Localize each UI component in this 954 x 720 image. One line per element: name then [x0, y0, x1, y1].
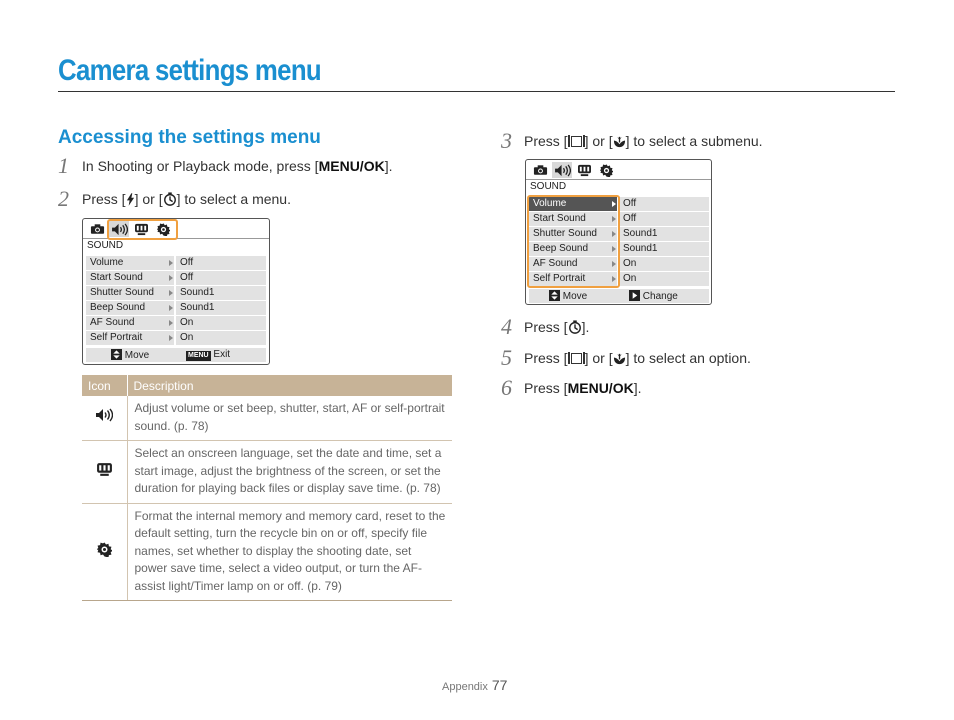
display-icon: [96, 462, 113, 477]
display-icon: [577, 164, 592, 177]
change-hint: Change: [629, 290, 678, 302]
step-number-6: 6: [501, 375, 512, 400]
display-button-icon: [571, 353, 582, 364]
row-label: Self Portrait: [86, 331, 174, 345]
exit-hint: MENU Exit: [188, 349, 231, 360]
row-value: On: [176, 316, 266, 330]
settings-gear-icon: [97, 542, 112, 557]
speaker-icon: [554, 164, 571, 177]
table-row: [82, 396, 452, 441]
row-label: Beep Sound: [529, 242, 617, 256]
row-label: Start Sound: [529, 212, 617, 226]
tab-shooting[interactable]: [87, 221, 107, 237]
display-button-icon: [571, 136, 582, 147]
step-number-1: 1: [58, 153, 69, 178]
tab-highlight-frame: [107, 219, 178, 240]
row-value: On: [176, 331, 266, 345]
macro-icon: [613, 352, 626, 365]
table-row: [82, 503, 452, 601]
page-footer: [442, 677, 507, 693]
table-cell-description: Select an onscreen language, set the date and time, set a start image, adjust the brightness of the screen, or set the duration for playing back files or display save time. (p. 78): [127, 441, 452, 504]
screen-footer: [86, 348, 266, 362]
menu-row[interactable]: [86, 286, 266, 300]
camera-screen-submenu: [525, 159, 712, 305]
speaker-icon: [95, 408, 113, 422]
step-2-text: Press [ ] or [ ] to select a menu.: [82, 191, 291, 207]
icon-description-table: [82, 375, 452, 601]
row-value: Off: [176, 256, 266, 270]
tab-display[interactable]: [574, 162, 594, 178]
page-number: 77: [491, 677, 508, 693]
title-rule: [58, 91, 895, 92]
row-value: Off: [619, 212, 709, 226]
row-value: On: [619, 272, 709, 286]
menu-row[interactable]: [86, 271, 266, 285]
tab-settings[interactable]: [596, 162, 616, 178]
row-label: Self Portrait: [529, 272, 617, 286]
step-number-2: 2: [58, 186, 69, 211]
menu-row[interactable]: [86, 331, 266, 345]
row-label: Shutter Sound: [86, 286, 174, 300]
right-arrow-icon: [169, 305, 173, 311]
footer-section-label: Appendix: [442, 681, 488, 693]
row-value: Off: [176, 271, 266, 285]
row-label: Volume: [86, 256, 174, 270]
menu-tab-bar: [526, 160, 711, 180]
row-label: Volume: [529, 197, 617, 211]
move-hint: Move: [549, 290, 587, 302]
row-label: Shutter Sound: [529, 227, 617, 241]
row-value: On: [619, 257, 709, 271]
row-value: Sound1: [176, 301, 266, 315]
right-button-icon: [629, 290, 640, 301]
menu-row[interactable]: [86, 316, 266, 330]
row-value: Sound1: [176, 286, 266, 300]
step-number-4: 4: [501, 314, 512, 339]
right-arrow-icon: [169, 320, 173, 326]
screen-footer: [529, 289, 709, 303]
tab-sound[interactable]: [552, 162, 572, 178]
menu-badge: MENU: [188, 352, 209, 359]
menu-row[interactable]: [86, 256, 266, 270]
row-label: Beep Sound: [86, 301, 174, 315]
timer-icon: [163, 192, 177, 206]
right-arrow-icon: [169, 290, 173, 296]
up-down-icon: [549, 290, 560, 301]
row-value: Sound1: [619, 227, 709, 241]
section-heading: Accessing the settings menu: [58, 127, 321, 148]
step-3-text: Press [ ] or [ ] to select a submenu.: [524, 133, 763, 149]
camera-screen-menu: [82, 218, 270, 365]
table-row: [82, 441, 452, 504]
up-down-icon: [111, 349, 122, 360]
right-arrow-icon: [169, 275, 173, 281]
row-label: AF Sound: [86, 316, 174, 330]
table-cell-description: Format the internal memory and memory card, reset to the default setting, turn the recycle bin on or off, specify file names, set whether to display the shooting date, set power save time, select a video output, or turn the AF-assist light/Timer lamp on or off. (p. 79): [127, 503, 452, 601]
page-title: Camera settings menu: [58, 54, 321, 87]
table-header-description: Description: [127, 375, 452, 396]
screen-subtitle: SOUND: [87, 240, 124, 251]
step-5-text: Press [ ] or [ ] to select an option.: [524, 350, 751, 366]
row-value: Off: [619, 197, 709, 211]
row-label: AF Sound: [529, 257, 617, 271]
macro-icon: [613, 135, 626, 148]
menu-row[interactable]: [86, 301, 266, 315]
step-number-5: 5: [501, 345, 512, 370]
row-label: Start Sound: [86, 271, 174, 285]
row-value: Sound1: [619, 242, 709, 256]
table-header-icon: Icon: [82, 375, 127, 396]
table-cell-description: Adjust volume or set beep, shutter, start, AF or self-portrait sound. (p. 78): [127, 396, 452, 441]
right-arrow-icon: [169, 335, 173, 341]
submenu-highlight-frame: [527, 195, 620, 288]
timer-icon: [568, 320, 582, 334]
move-hint: Move: [111, 349, 149, 361]
tab-shooting[interactable]: [530, 162, 550, 178]
step-6-text: Press [MENU/OK].: [524, 380, 642, 396]
camera-icon: [90, 223, 105, 235]
settings-gear-icon: [600, 164, 613, 177]
right-arrow-icon: [169, 260, 173, 266]
step-1-text: In Shooting or Playback mode, press [MENU/OK].: [82, 158, 393, 174]
flash-icon: [126, 193, 135, 206]
camera-icon: [533, 164, 548, 176]
step-4-text: Press [ ].: [524, 319, 590, 335]
screen-subtitle: SOUND: [530, 181, 567, 192]
step-number-3: 3: [501, 128, 512, 153]
